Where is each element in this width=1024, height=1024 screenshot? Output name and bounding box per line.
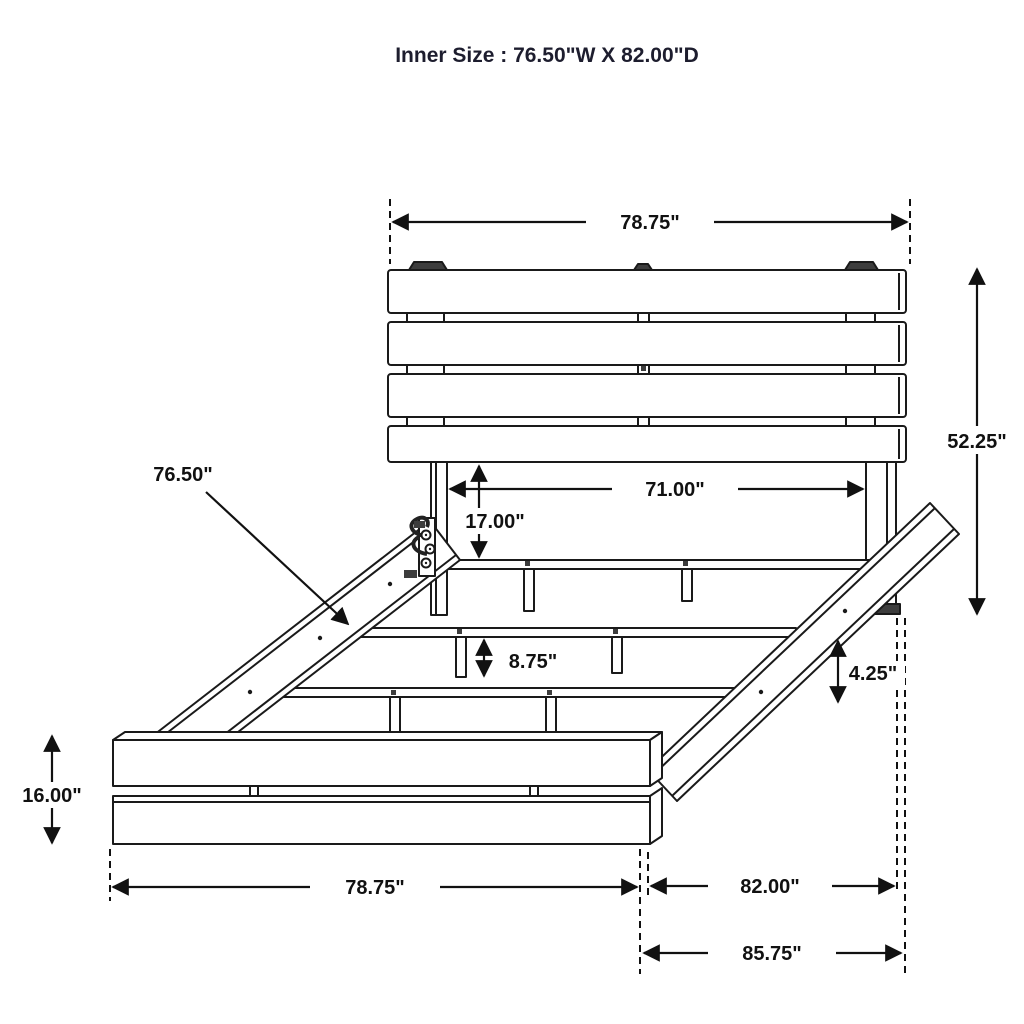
dimension-footboard-width — [113, 872, 637, 901]
rail3-leg-a — [390, 697, 400, 735]
screw-dot — [248, 690, 252, 694]
side-rail-right-face — [648, 503, 959, 801]
dimension-inner-width — [450, 474, 863, 502]
rail1-joint-b — [683, 561, 688, 566]
rail1-leg-b — [682, 569, 692, 601]
headboard-top-tab — [634, 264, 652, 270]
screw-dot — [388, 582, 392, 586]
footboard-plank1-topface — [113, 732, 662, 740]
rail2-joint-b — [613, 629, 618, 634]
rail3-leg-b — [546, 697, 556, 732]
slat-gap3-connectors — [407, 418, 875, 426]
footboard-plank2 — [113, 796, 650, 844]
dim-label-footboard-width: 78.75" — [345, 877, 405, 899]
side-rail-right-top-edge — [653, 508, 935, 775]
screw-dot — [843, 609, 847, 613]
rail1-leg-a — [524, 569, 534, 611]
dimension-footboard-height — [12, 736, 92, 843]
rail1-joint-a — [525, 561, 530, 566]
screw-dot — [318, 636, 322, 640]
bracket-screw-dot — [425, 534, 427, 536]
dimension-slat-support-height — [484, 640, 564, 676]
dim-label-headboard-height: 52.25" — [947, 431, 1007, 453]
dim-label-slat-length: 76.50" — [153, 464, 213, 486]
dimension-headboard-width — [393, 206, 907, 236]
rail3-joint-a — [391, 690, 396, 695]
dim-label-headboard-width: 78.75" — [620, 212, 680, 234]
headboard — [388, 262, 906, 462]
headboard-slat-1 — [388, 270, 906, 313]
dimension-headboard-to-slat — [453, 466, 537, 557]
page-title: Inner Size : 76.50"W X 82.00"D — [395, 44, 699, 67]
headboard-slat-2 — [388, 322, 906, 365]
dimension-headboard-height — [934, 269, 1020, 614]
dim-label-inner-depth: 82.00" — [740, 876, 800, 898]
leader-arrow-slat-length — [206, 492, 348, 624]
slat-rail-3 — [246, 688, 734, 697]
dim-label-headboard-to-slat: 17.00" — [465, 511, 525, 533]
footboard — [113, 732, 662, 844]
bracket-screw-dot — [425, 562, 427, 564]
extension-lines — [110, 199, 910, 974]
rail2-leg-a — [456, 637, 466, 677]
rail3-joint-b — [547, 690, 552, 695]
slat-rail-1 — [394, 560, 898, 569]
footboard-plank2-sideface — [650, 788, 662, 844]
dimension-slat-length — [153, 464, 348, 624]
headboard-slat-4 — [388, 426, 906, 462]
bed-drawing — [113, 262, 959, 844]
dimension-inner-depth — [651, 871, 894, 899]
footboard-plank1 — [113, 740, 650, 786]
dim-label-slat-support-height: 8.75" — [508, 651, 558, 673]
headboard-slat-3 — [388, 374, 906, 417]
bracket-screw-dot — [429, 548, 431, 550]
slat-rail-2 — [318, 628, 796, 637]
headboard-top-tab — [409, 262, 447, 270]
bracket-clip-top — [414, 521, 425, 528]
slat-gap1-connectors — [407, 314, 875, 322]
bracket-clip-bottom — [404, 570, 417, 578]
dim-label-inner-width: 71.00" — [645, 479, 705, 501]
dim-label-footboard-height: 16.00" — [22, 785, 82, 807]
dimension-side-rail-height — [838, 641, 905, 702]
dim-label-side-rail-height: 4.25" — [848, 663, 898, 685]
dim-label-overall-depth: 85.75" — [742, 943, 802, 965]
screw-dot — [759, 690, 763, 694]
rail2-leg-b — [612, 637, 622, 673]
slat-gap-lock — [641, 366, 646, 371]
headboard-top-tab — [845, 262, 878, 270]
footboard-plank1-sideface — [650, 732, 662, 786]
rail2-joint-a — [457, 629, 462, 634]
side-rail-right — [648, 503, 959, 801]
dimension-overall-depth — [644, 938, 901, 967]
